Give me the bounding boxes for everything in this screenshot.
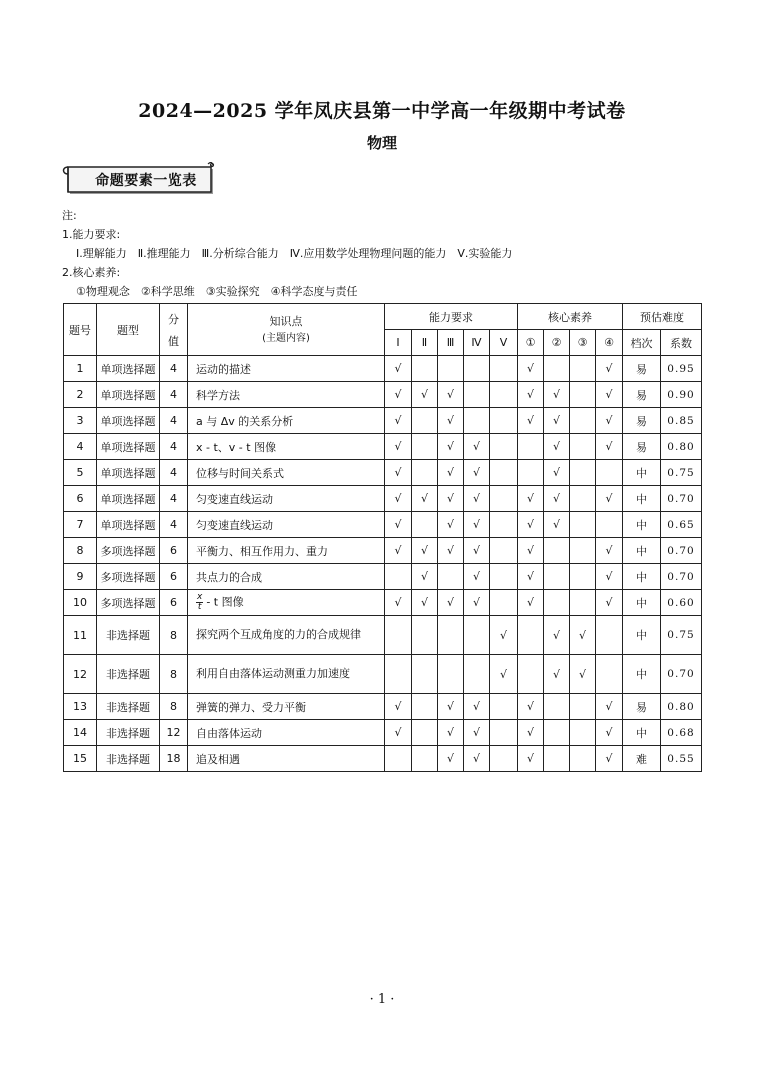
ability-check-2	[412, 720, 438, 746]
header-score-top: 分	[168, 312, 179, 326]
ability-check-4: √	[464, 694, 490, 720]
literacy-check-2: √	[544, 512, 570, 538]
row-no: 3	[64, 408, 97, 434]
literacy-check-2: √	[544, 434, 570, 460]
table-row	[64, 486, 702, 512]
ability-check-4: √	[464, 746, 490, 772]
table-row	[64, 616, 702, 655]
row-type: 多项选择题	[97, 564, 160, 590]
ability-check-4: √	[464, 590, 490, 616]
row-topic	[188, 694, 385, 720]
ability-check-4: √	[464, 460, 490, 486]
ability-check-2	[412, 408, 438, 434]
row-coef: 0.95	[661, 356, 702, 382]
literacy-check-1: √	[518, 720, 544, 746]
row-no: 11	[64, 616, 97, 655]
literacy-check-4: √	[596, 720, 623, 746]
literacy-check-3	[570, 382, 596, 408]
ability-check-3: √	[438, 590, 464, 616]
topic-text: - t 图像	[206, 595, 244, 609]
literacy-check-4: √	[596, 564, 623, 590]
ability-check-5	[490, 408, 518, 434]
ability-check-3: √	[438, 720, 464, 746]
header-ability-4: Ⅳ	[464, 330, 490, 356]
row-type: 单项选择题	[97, 460, 160, 486]
ability-check-5	[490, 590, 518, 616]
row-no: 7	[64, 512, 97, 538]
ability-check-5	[490, 564, 518, 590]
ability-check-4	[464, 382, 490, 408]
header-coef: 系数	[661, 330, 702, 356]
literacy-check-3	[570, 564, 596, 590]
row-score: 4	[160, 408, 188, 434]
row-topic	[188, 564, 385, 590]
literacy-heading: 2.核心素养:	[62, 266, 121, 279]
row-topic	[188, 434, 385, 460]
row-no: 10	[64, 590, 97, 616]
ability-check-4	[464, 408, 490, 434]
row-type: 非选择题	[97, 655, 160, 694]
row-coef: 0.70	[661, 564, 702, 590]
ability-check-2: √	[412, 486, 438, 512]
header-score-bottom: 值	[168, 334, 179, 348]
ability-check-3: √	[438, 746, 464, 772]
ability-check-5	[490, 746, 518, 772]
ability-check-1	[385, 655, 412, 694]
row-topic	[188, 356, 385, 382]
ability-check-4	[464, 356, 490, 382]
topic-text: 科学方法	[196, 388, 240, 402]
literacy-check-4: √	[596, 486, 623, 512]
ability-check-1: √	[385, 538, 412, 564]
table-row	[64, 694, 702, 720]
literacy-check-4: √	[596, 538, 623, 564]
header-literacy-2: ②	[544, 330, 570, 356]
row-type: 非选择题	[97, 694, 160, 720]
row-score: 4	[160, 382, 188, 408]
ability-check-1: √	[385, 356, 412, 382]
topic-text: 平衡力、相互作用力、重力	[196, 544, 328, 558]
row-score: 6	[160, 590, 188, 616]
literacy-check-4	[596, 512, 623, 538]
literacy-check-1	[518, 616, 544, 655]
section-banner	[60, 162, 218, 196]
row-coef: 0.70	[661, 655, 702, 694]
row-type: 单项选择题	[97, 434, 160, 460]
literacy-check-4: √	[596, 434, 623, 460]
literacy-list: ①物理观念 ②科学思维 ③实验探究 ④科学态度与责任	[76, 285, 358, 298]
table-row	[64, 564, 702, 590]
row-score: 6	[160, 564, 188, 590]
ability-check-1: √	[385, 486, 412, 512]
literacy-check-3	[570, 460, 596, 486]
table-row	[64, 538, 702, 564]
ability-check-2: √	[412, 538, 438, 564]
ability-check-3	[438, 356, 464, 382]
ability-check-3	[438, 564, 464, 590]
row-no: 2	[64, 382, 97, 408]
ability-check-3: √	[438, 460, 464, 486]
literacy-check-2: √	[544, 655, 570, 694]
table-row	[64, 720, 702, 746]
row-coef: 0.85	[661, 408, 702, 434]
topic-text: 位移与时间关系式	[196, 466, 284, 480]
header-literacy-4: ④	[596, 330, 623, 356]
row-level: 中	[623, 564, 661, 590]
row-no: 6	[64, 486, 97, 512]
row-score: 4	[160, 486, 188, 512]
literacy-check-1: √	[518, 356, 544, 382]
row-topic	[188, 382, 385, 408]
literacy-check-2	[544, 538, 570, 564]
topic-text: 探究两个互成角度的力的合成规律	[196, 628, 361, 641]
table-row	[64, 512, 702, 538]
ability-check-1: √	[385, 720, 412, 746]
header-ability-5: Ⅴ	[490, 330, 518, 356]
literacy-check-2: √	[544, 616, 570, 655]
ability-check-1: √	[385, 434, 412, 460]
row-coef: 0.65	[661, 512, 702, 538]
page-number: · 1 ·	[369, 992, 395, 1007]
row-type: 单项选择题	[97, 382, 160, 408]
row-topic	[188, 590, 385, 616]
row-type: 非选择题	[97, 746, 160, 772]
table-row	[64, 408, 702, 434]
ability-check-5	[490, 434, 518, 460]
literacy-check-3	[570, 486, 596, 512]
row-level: 中	[623, 538, 661, 564]
literacy-check-3	[570, 408, 596, 434]
row-type: 多项选择题	[97, 590, 160, 616]
literacy-check-2: √	[544, 486, 570, 512]
topic-text: 弹簧的弹力、受力平衡	[196, 700, 306, 714]
ability-check-2	[412, 434, 438, 460]
literacy-check-4: √	[596, 382, 623, 408]
ability-heading: 1.能力要求:	[62, 228, 121, 241]
row-coef: 0.70	[661, 538, 702, 564]
topic-text: 运动的描述	[196, 362, 251, 376]
literacy-check-2	[544, 356, 570, 382]
row-score: 8	[160, 694, 188, 720]
topic-fraction	[196, 593, 203, 612]
literacy-check-2: √	[544, 408, 570, 434]
literacy-check-2: √	[544, 460, 570, 486]
topic-text: x - t、v - t 图像	[196, 440, 277, 454]
ability-check-5	[490, 460, 518, 486]
ability-check-1: √	[385, 408, 412, 434]
row-type: 非选择题	[97, 616, 160, 655]
ability-check-4: √	[464, 564, 490, 590]
literacy-check-3: √	[570, 655, 596, 694]
ability-check-5: √	[490, 655, 518, 694]
row-no: 5	[64, 460, 97, 486]
topic-text: 追及相遇	[196, 752, 240, 766]
literacy-check-4: √	[596, 408, 623, 434]
row-no: 13	[64, 694, 97, 720]
row-topic	[188, 408, 385, 434]
row-score: 4	[160, 434, 188, 460]
ability-check-2	[412, 512, 438, 538]
row-type: 单项选择题	[97, 356, 160, 382]
row-level: 难	[623, 746, 661, 772]
literacy-check-3	[570, 512, 596, 538]
row-score: 6	[160, 538, 188, 564]
ability-check-5: √	[490, 616, 518, 655]
ability-check-5	[490, 486, 518, 512]
ability-check-2: √	[412, 590, 438, 616]
row-topic	[188, 486, 385, 512]
literacy-check-3	[570, 538, 596, 564]
ability-check-3: √	[438, 486, 464, 512]
row-level: 中	[623, 590, 661, 616]
ability-check-3: √	[438, 538, 464, 564]
ability-check-4: √	[464, 720, 490, 746]
row-type: 单项选择题	[97, 512, 160, 538]
row-level: 中	[623, 460, 661, 486]
ability-check-4	[464, 616, 490, 655]
row-coef: 0.75	[661, 616, 702, 655]
ability-check-2	[412, 460, 438, 486]
literacy-check-3	[570, 720, 596, 746]
literacy-check-4: √	[596, 746, 623, 772]
table-row	[64, 356, 702, 382]
ability-check-1: √	[385, 694, 412, 720]
header-type: 题型	[97, 304, 160, 356]
row-level: 中	[623, 616, 661, 655]
header-literacy: 核心素养	[518, 304, 623, 330]
banner-label: 命题要素一览表	[95, 173, 197, 189]
ability-check-3	[438, 655, 464, 694]
row-no: 12	[64, 655, 97, 694]
row-coef: 0.68	[661, 720, 702, 746]
ability-check-2	[412, 356, 438, 382]
literacy-check-4: √	[596, 356, 623, 382]
ability-check-2	[412, 746, 438, 772]
literacy-check-1: √	[518, 538, 544, 564]
header-knowledge-sub: (主题内容)	[262, 332, 310, 344]
row-topic	[188, 746, 385, 772]
literacy-check-2	[544, 720, 570, 746]
row-level: 易	[623, 694, 661, 720]
ability-check-5	[490, 382, 518, 408]
row-score: 8	[160, 616, 188, 655]
row-type: 非选择题	[97, 720, 160, 746]
topic-text: 自由落体运动	[196, 726, 262, 740]
ability-check-1: √	[385, 590, 412, 616]
literacy-check-3	[570, 356, 596, 382]
ability-check-1: √	[385, 512, 412, 538]
header-score	[160, 304, 188, 356]
table-row	[64, 746, 702, 772]
table-row	[64, 590, 702, 616]
table-row	[64, 460, 702, 486]
row-score: 4	[160, 512, 188, 538]
ability-check-4: √	[464, 538, 490, 564]
row-coef: 0.55	[661, 746, 702, 772]
literacy-check-1: √	[518, 512, 544, 538]
header-ability: 能力要求	[385, 304, 518, 330]
literacy-check-1: √	[518, 486, 544, 512]
row-level: 中	[623, 720, 661, 746]
ability-check-2	[412, 655, 438, 694]
ability-check-5	[490, 356, 518, 382]
notes-label: 注:	[62, 209, 77, 222]
subject-title: 物理	[366, 134, 397, 152]
literacy-check-1: √	[518, 746, 544, 772]
header-literacy-3: ③	[570, 330, 596, 356]
row-topic	[188, 655, 385, 694]
literacy-check-4: √	[596, 590, 623, 616]
fraction-numerator: x	[197, 592, 203, 602]
row-topic	[188, 460, 385, 486]
topic-text: 匀变速直线运动	[196, 518, 273, 532]
exam-title: 2024—2025 学年凤庆县第一中学高一年级期中考试卷	[138, 100, 626, 122]
row-topic	[188, 616, 385, 655]
literacy-check-2	[544, 564, 570, 590]
ability-check-5	[490, 512, 518, 538]
row-score: 8	[160, 655, 188, 694]
header-ability-2: Ⅱ	[412, 330, 438, 356]
fraction-denominator: t	[197, 602, 202, 612]
ability-check-3	[438, 616, 464, 655]
literacy-check-1: √	[518, 382, 544, 408]
literacy-check-1: √	[518, 408, 544, 434]
ability-check-3: √	[438, 382, 464, 408]
row-level: 易	[623, 434, 661, 460]
row-level: 易	[623, 382, 661, 408]
header-no: 题号	[64, 304, 97, 356]
header-knowledge	[188, 304, 385, 356]
ability-check-5	[490, 720, 518, 746]
literacy-check-4	[596, 616, 623, 655]
literacy-check-1	[518, 460, 544, 486]
row-level: 易	[623, 408, 661, 434]
ability-check-1: √	[385, 382, 412, 408]
header-literacy-1: ①	[518, 330, 544, 356]
row-coef: 0.90	[661, 382, 702, 408]
row-no: 1	[64, 356, 97, 382]
ability-check-1	[385, 746, 412, 772]
literacy-check-3	[570, 590, 596, 616]
literacy-check-3: √	[570, 616, 596, 655]
ability-check-2: √	[412, 382, 438, 408]
ability-check-1	[385, 616, 412, 655]
literacy-check-3	[570, 746, 596, 772]
ability-check-4: √	[464, 512, 490, 538]
ability-check-2	[412, 616, 438, 655]
row-type: 单项选择题	[97, 486, 160, 512]
row-coef: 0.80	[661, 694, 702, 720]
row-no: 9	[64, 564, 97, 590]
row-type: 单项选择题	[97, 408, 160, 434]
row-level: 易	[623, 356, 661, 382]
row-coef: 0.75	[661, 460, 702, 486]
literacy-check-2	[544, 746, 570, 772]
ability-check-4	[464, 655, 490, 694]
ability-check-3: √	[438, 434, 464, 460]
row-no: 4	[64, 434, 97, 460]
header-ability-1: Ⅰ	[385, 330, 412, 356]
literacy-check-4	[596, 460, 623, 486]
row-type: 多项选择题	[97, 538, 160, 564]
row-coef: 0.80	[661, 434, 702, 460]
ability-check-1: √	[385, 460, 412, 486]
literacy-check-4: √	[596, 694, 623, 720]
topic-text: a 与 Δv 的关系分析	[196, 414, 294, 428]
row-no: 8	[64, 538, 97, 564]
ability-check-1	[385, 564, 412, 590]
table-row	[64, 655, 702, 694]
literacy-check-2: √	[544, 382, 570, 408]
literacy-check-1: √	[518, 694, 544, 720]
topic-text: 匀变速直线运动	[196, 492, 273, 506]
row-level: 中	[623, 486, 661, 512]
literacy-check-1	[518, 434, 544, 460]
row-score: 4	[160, 356, 188, 382]
header-knowledge-label: 知识点	[269, 314, 303, 328]
ability-check-3: √	[438, 694, 464, 720]
ability-check-5	[490, 538, 518, 564]
row-no: 15	[64, 746, 97, 772]
ability-list: Ⅰ.理解能力 Ⅱ.推理能力 Ⅲ.分析综合能力 Ⅳ.应用数学处理物理问题的能力 Ⅴ.实验能力	[76, 247, 513, 260]
row-coef: 0.60	[661, 590, 702, 616]
literacy-check-1: √	[518, 564, 544, 590]
row-level: 中	[623, 655, 661, 694]
table-body	[64, 356, 702, 772]
ability-check-4: √	[464, 434, 490, 460]
ability-check-4: √	[464, 486, 490, 512]
row-score: 4	[160, 460, 188, 486]
literacy-check-2	[544, 694, 570, 720]
header-difficulty: 预估难度	[623, 304, 702, 330]
row-score: 18	[160, 746, 188, 772]
table-row	[64, 382, 702, 408]
ability-check-2	[412, 694, 438, 720]
exam-elements-table	[63, 303, 702, 772]
ability-check-5	[490, 694, 518, 720]
row-level: 中	[623, 512, 661, 538]
row-topic	[188, 538, 385, 564]
table-row	[64, 434, 702, 460]
row-topic	[188, 512, 385, 538]
row-no: 14	[64, 720, 97, 746]
literacy-check-4	[596, 655, 623, 694]
ability-check-2: √	[412, 564, 438, 590]
literacy-check-3	[570, 434, 596, 460]
row-score: 12	[160, 720, 188, 746]
literacy-check-3	[570, 694, 596, 720]
ability-check-3: √	[438, 408, 464, 434]
topic-text: 利用自由落体运动测重力加速度	[196, 667, 350, 680]
notes-section	[62, 206, 512, 301]
topic-text: 共点力的合成	[196, 570, 262, 584]
literacy-check-2	[544, 590, 570, 616]
ability-check-3: √	[438, 512, 464, 538]
row-topic	[188, 720, 385, 746]
header-level: 档次	[623, 330, 661, 356]
header-ability-3: Ⅲ	[438, 330, 464, 356]
literacy-check-1	[518, 655, 544, 694]
row-coef: 0.70	[661, 486, 702, 512]
literacy-check-1: √	[518, 590, 544, 616]
